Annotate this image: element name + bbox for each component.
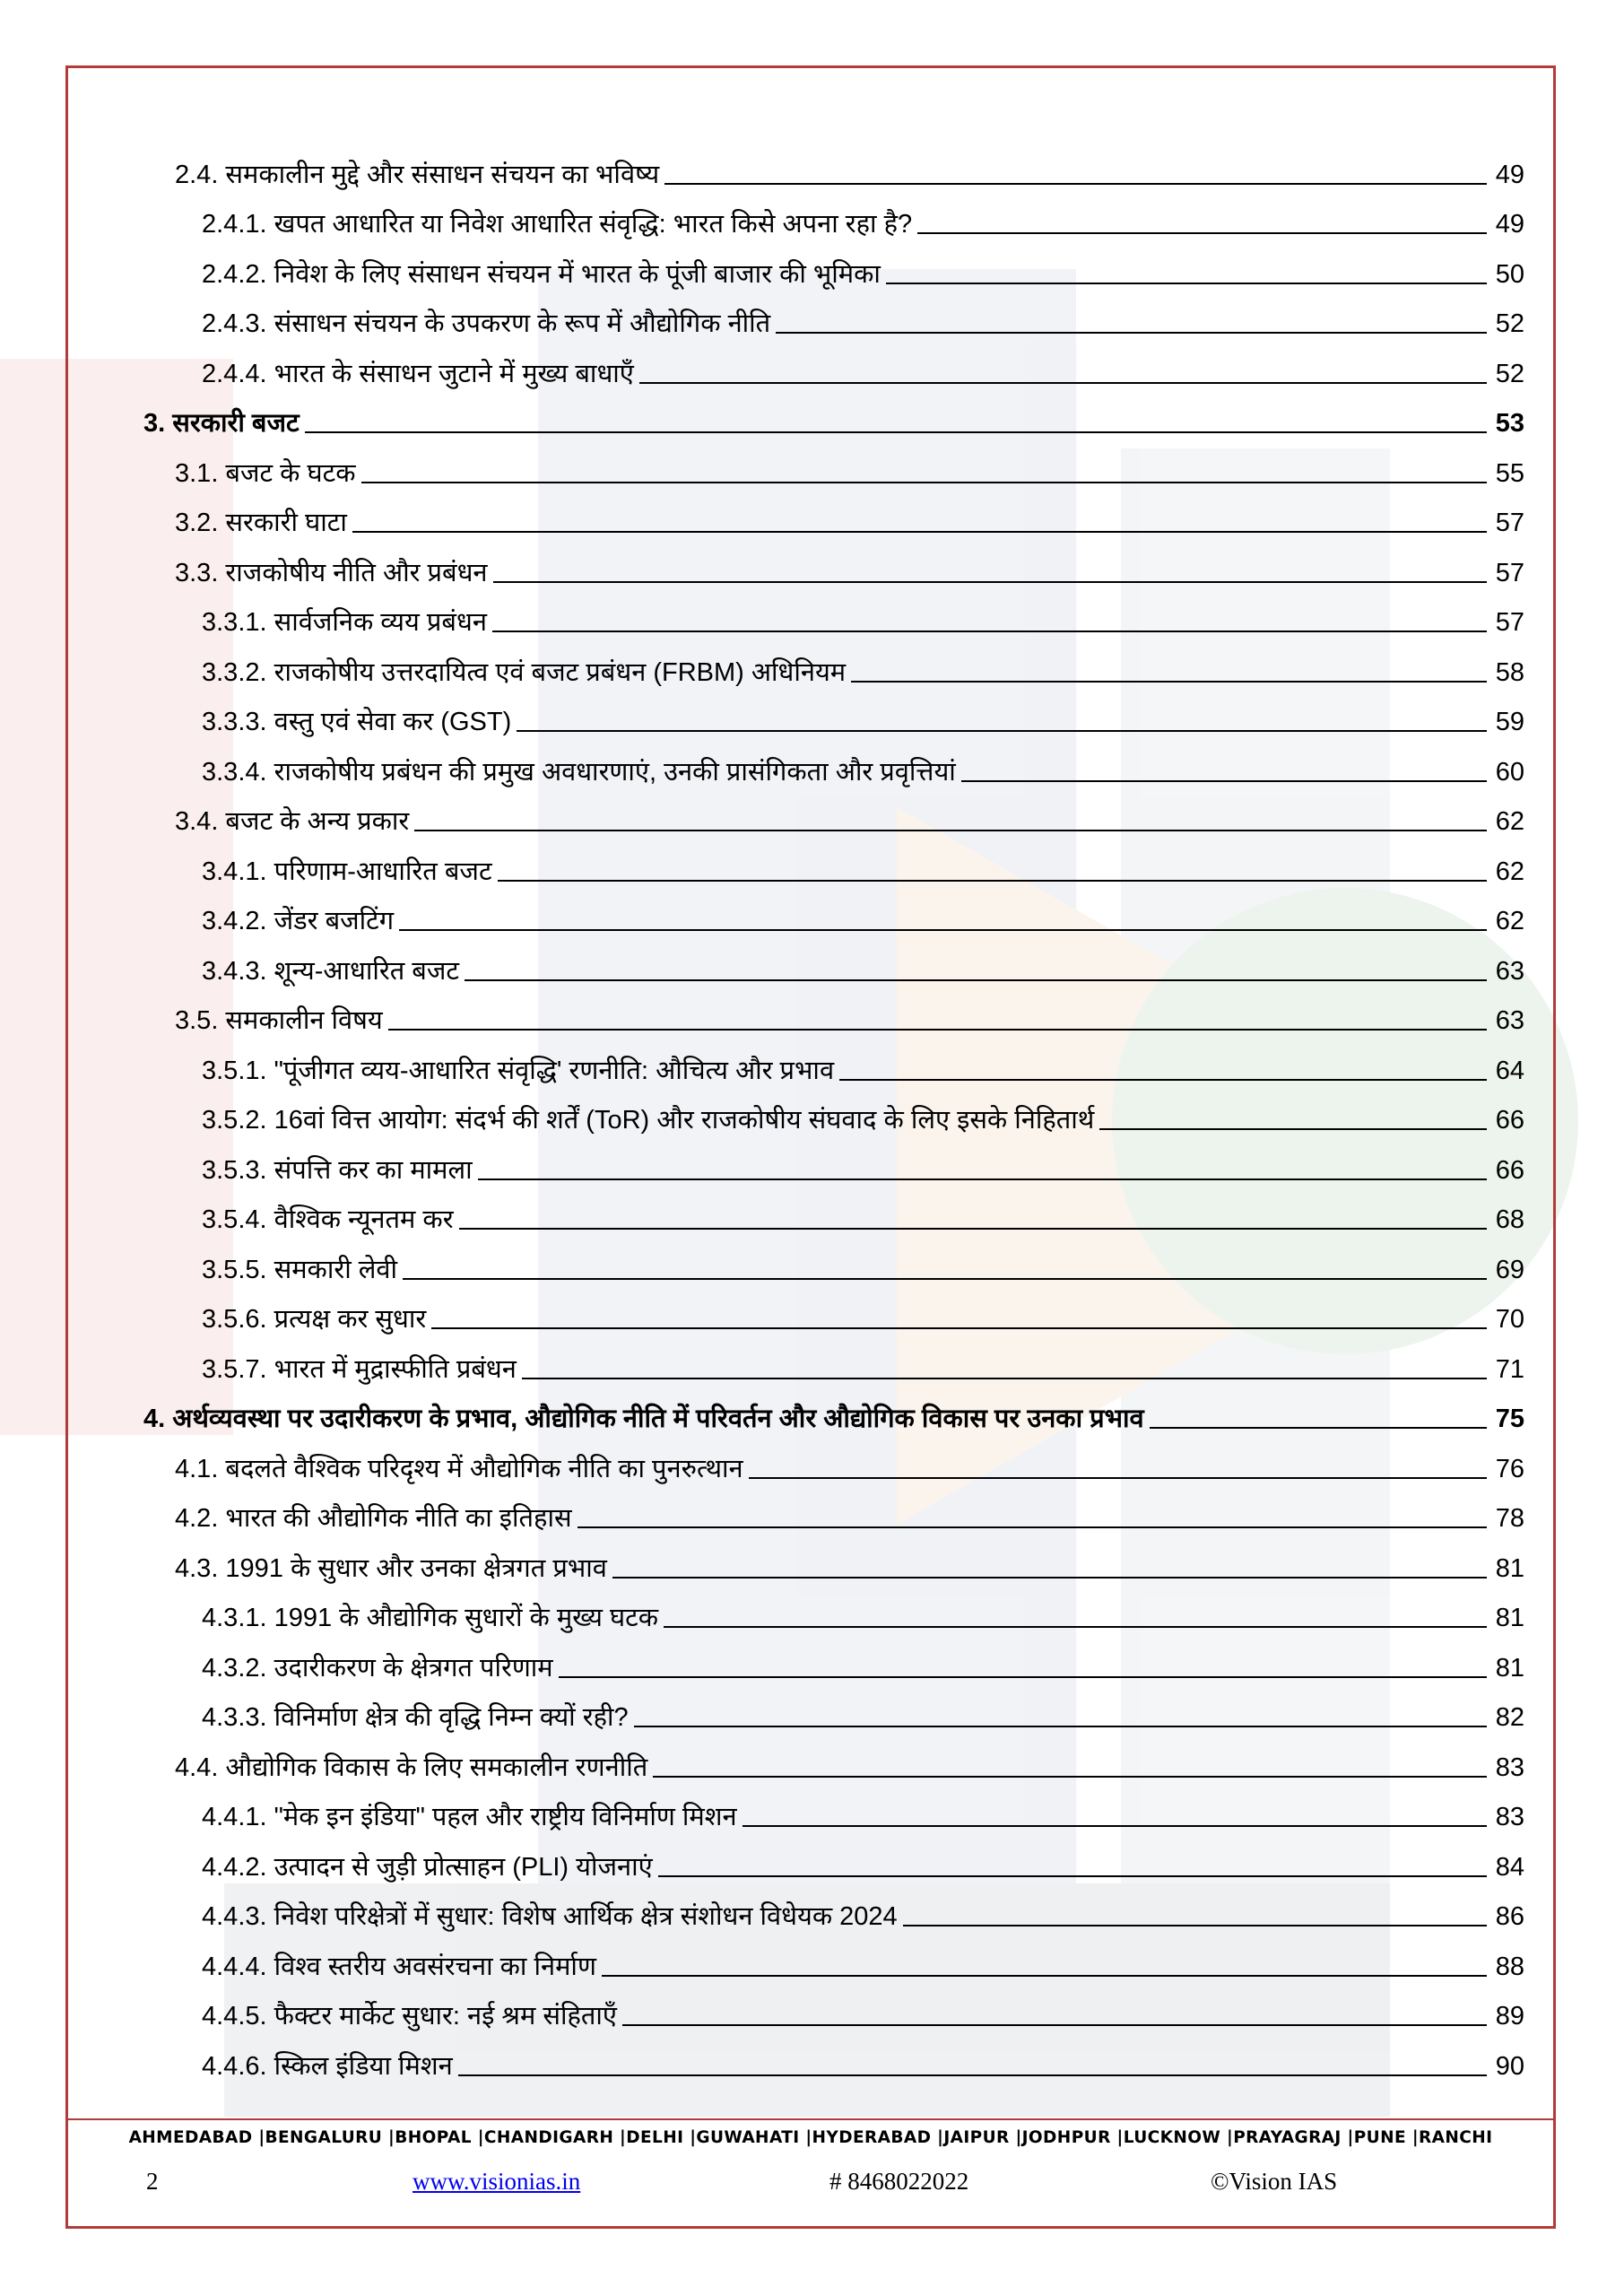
toc-leader-line [559,1676,1487,1678]
toc-entry-title: 3.3. राजकोषीय नीति और प्रबंधन [175,558,488,587]
toc-entry-page: 88 [1495,1952,1524,1981]
toc-leader-line [498,880,1487,882]
toc-entry-title: 4. अर्थव्यवस्था पर उदारीकरण के प्रभाव, औद्योगिक नीति में परिवर्तन और औद्योगिक विकास पर उनका प्रभाव [143,1405,1144,1433]
toc-entry-page: 62 [1495,907,1524,935]
toc-leader-line [612,1577,1487,1578]
toc-entry-page: 62 [1495,857,1524,886]
toc-leader-line [602,1975,1487,1977]
toc-entry-title: 4.3.2. उदारीकरण के क्षेत्रगत परिणाम [202,1653,553,1683]
toc-entry-page: 52 [1495,309,1524,338]
toc-entry-title: 4.4.6. स्किल इंडिया मिशन [202,2051,453,2081]
toc-leader-line [403,1278,1487,1280]
toc-entry[interactable] [143,2035,1524,2085]
toc-entry[interactable] [143,1289,1524,1339]
toc-leader-line [399,929,1487,931]
toc-leader-line [458,2074,1487,2076]
toc-entry-page: 83 [1495,1803,1524,1831]
toc-entry-title: 3.5.2. 16वां वित्त आयोग: संदर्भ की शर्तें (ToR) और राजकोषीय संघवाद के लिए इसके निहितार्थ [202,1106,1095,1135]
toc-entry-page: 57 [1495,509,1524,537]
toc-entry[interactable] [143,741,1524,791]
toc-leader-line [749,1477,1487,1479]
copyright-text: ©Vision IAS [1211,2168,1338,2195]
toc-entry-title: 2.4.4. भारत के संसाधन जुटाने में मुख्य बाधाएँ [202,359,634,388]
toc-entry-title: 4.4. औद्योगिक विकास के लिए समकालीन रणनीति [175,1752,648,1782]
toc-leader-line [465,979,1487,981]
toc-entry[interactable] [143,791,1524,841]
toc-entry[interactable] [143,1338,1524,1388]
toc-entry[interactable] [143,343,1524,393]
toc-entry-title: 3.4.1. परिणाम-आधारित बजट [202,857,492,886]
toc-entry[interactable] [143,1189,1524,1239]
toc-entry-title: 3.3.3. वस्तु एवं सेवा कर (GST) [202,708,512,736]
toc-entry[interactable] [143,1787,1524,1837]
toc-entry-title: 4.4.1. "मेक इन इंडिया" पहल और राष्ट्रीय विनिर्माण मिशन [202,1803,737,1831]
toc-entry[interactable] [143,1886,1524,1936]
toc-entry[interactable] [143,393,1524,443]
toc-leader-line [653,1776,1487,1778]
toc-entry-page: 59 [1495,708,1524,736]
toc-entry-page: 49 [1495,210,1524,239]
toc-entry-title: 3.5.6. प्रत्यक्ष कर सुधार [202,1305,427,1334]
toc-leader-line [839,1079,1487,1081]
toc-entry[interactable] [143,243,1524,293]
toc-leader-line [664,1626,1487,1628]
toc-entry-page: 62 [1495,807,1524,836]
toc-entry[interactable] [143,1986,1524,2036]
toc-leader-line [478,1178,1487,1180]
toc-entry[interactable] [143,891,1524,941]
toc-entry[interactable] [143,1587,1524,1638]
toc-entry-page: 57 [1495,608,1524,637]
toc-entry-page: 82 [1495,1703,1524,1732]
toc-entry-title: 2.4.2. निवेश के लिए संसाधन संचयन में भारत के पूंजी बाजार की भूमिका [202,259,881,289]
toc-entry[interactable] [143,1388,1524,1439]
toc-leader-line [431,1327,1487,1329]
toc-entry-title: 4.3.3. विनिर्माण क्षेत्र की वृद्धि निम्न क्यों रही? [202,1703,629,1732]
toc-entry[interactable] [143,1637,1524,1687]
toc-entry[interactable] [143,1488,1524,1538]
toc-entry-page: 70 [1495,1305,1524,1334]
toc-entry-title: 3.5.5. समकारी लेवी [202,1255,398,1284]
toc-entry-page: 75 [1495,1405,1524,1433]
toc-leader-line [1150,1427,1487,1429]
toc-entry-page: 90 [1495,2051,1524,2081]
toc-entry[interactable] [143,1090,1524,1140]
toc-entry-title: 3.2. सरकारी घाटा [175,509,347,537]
toc-entry-title: 4.4.4. विश्व स्तरीय अवसंरचना का निर्माण [202,1952,596,1981]
toc-leader-line [776,332,1487,334]
toc-entry-title: 3.4.2. जेंडर बजटिंग [202,907,395,935]
toc-entry-page: 57 [1495,558,1524,587]
toc-leader-line [961,780,1487,782]
toc-entry-page: 53 [1495,409,1524,438]
toc-entry-page: 69 [1495,1255,1524,1284]
toc-entry-page: 55 [1495,458,1524,488]
toc-entry-title: 3.3.4. राजकोषीय प्रबंधन की प्रमुख अवधारणाएं, उनकी प्रासंगिकता और प्रवृत्तियां [202,757,956,787]
toc-entry[interactable] [143,641,1524,691]
toc-entry[interactable] [143,1836,1524,1886]
toc-entry-title: 4.1. बदलते वैश्विक परिदृश्य में औद्योगिक नीति का पुनरुत्थान [175,1454,743,1483]
toc-entry-title: 4.4.5. फैक्टर मार्केट सुधार: नई श्रम संहिताएँ [202,2002,617,2031]
toc-leader-line [352,531,1487,533]
toc-leader-line [388,1029,1487,1031]
page-number: 2 [146,2168,159,2195]
table-of-contents [143,144,1524,2085]
toc-entry-page: 71 [1495,1354,1524,1384]
toc-entry-page: 64 [1495,1056,1524,1085]
toc-leader-line [639,382,1487,384]
toc-entry-page: 50 [1495,259,1524,289]
toc-entry-page: 81 [1495,1604,1524,1632]
toc-entry-title: 3.3.2. राजकोषीय उत्तरदायित्व एवं बजट प्रबंधन (FRBM) अधिनियम [202,657,847,687]
toc-entry[interactable] [143,1537,1524,1587]
toc-entry-page: 78 [1495,1504,1524,1533]
toc-leader-line [886,283,1487,284]
toc-leader-line [361,482,1487,483]
toc-entry-page: 68 [1495,1205,1524,1234]
toc-entry[interactable] [143,194,1524,244]
toc-leader-line [664,183,1487,185]
toc-entry-title: 3.5.7. भारत में मुद्रास्फीति प्रबंधन [202,1354,517,1384]
toc-entry[interactable] [143,940,1524,990]
toc-leader-line [1099,1128,1487,1130]
toc-entry-title: 2.4. समकालीन मुद्दे और संसाधन संचयन का भविष्य [175,160,660,189]
toc-entry[interactable] [143,293,1524,344]
toc-entry-title: 3.4.3. शून्य-आधारित बजट [202,956,460,986]
toc-entry-page: 66 [1495,1155,1524,1185]
toc-entry-title: 2.4.1. खपत आधारित या निवेश आधारित संवृद्धि: भारत किसे अपना रहा है? [202,210,913,239]
toc-entry-page: 81 [1495,1653,1524,1683]
footer-divider [68,2118,1553,2120]
toc-leader-line [522,1378,1487,1379]
toc-entry-title: 4.3.1. 1991 के औद्योगिक सुधारों के मुख्य घटक [202,1604,659,1632]
toc-entry-page: 60 [1495,757,1524,787]
toc-leader-line [578,1526,1487,1528]
toc-entry[interactable] [143,1736,1524,1787]
toc-entry-page: 63 [1495,956,1524,986]
toc-entry-page: 86 [1495,1902,1524,1931]
toc-entry[interactable] [143,442,1524,492]
toc-entry-title: 2.4.3. संसाधन संचयन के उपकरण के रूप में औद्योगिक नीति [202,309,771,338]
toc-entry[interactable] [143,592,1524,642]
toc-entry[interactable] [143,990,1524,1040]
toc-leader-line [493,581,1487,583]
toc-entry-title: 4.3. 1991 के सुधार और उनका क्षेत्रगत प्रभाव [175,1553,607,1583]
toc-leader-line [917,232,1487,234]
phone-number: # 8468022022 [829,2168,969,2195]
toc-entry[interactable] [143,840,1524,891]
toc-entry-page: 63 [1495,1006,1524,1035]
toc-entry-title: 3.1. बजट के घटक [175,458,356,488]
toc-entry-page: 66 [1495,1106,1524,1135]
toc-entry-title: 4.2. भारत की औद्योगिक नीति का इतिहास [175,1504,572,1533]
toc-entry-title: 3. सरकारी बजट [143,409,300,438]
footer-cities: AHMEDABAD |BENGALURU |BHOPAL |CHANDIGARH |DELHI |GUWAHATI |HYDERABAD |JAIPUR |JODHPUR |LUCKNOW |PRAYAGRAJ |PUNE |RANCHI [128,2128,1493,2147]
toc-entry-page: 76 [1495,1454,1524,1483]
toc-entry[interactable] [143,1039,1524,1090]
toc-entry-page: 49 [1495,160,1524,189]
toc-leader-line [459,1228,1487,1230]
toc-entry-page: 89 [1495,2002,1524,2031]
toc-leader-line [851,681,1487,683]
toc-entry[interactable] [143,1239,1524,1289]
toc-entry-title: 4.4.2. उत्पादन से जुड़ी प्रोत्साहन (PLI) योजनाएं [202,1852,653,1882]
toc-entry-title: 4.4.3. निवेश परिक्षेत्रों में सुधार: विशेष आर्थिक क्षेत्र संशोधन विधेयक 2024 [202,1902,898,1931]
toc-leader-line [492,631,1487,632]
toc-entry-page: 81 [1495,1553,1524,1583]
toc-entry[interactable] [143,1935,1524,1986]
toc-entry-title: 3.5. समकालीन विषय [175,1006,383,1035]
toc-leader-line [622,2024,1487,2026]
toc-entry-title: 3.5.1. "पूंजीगत व्यय-आधारित संवृद्धि' रणनीति: औचित्य और प्रभाव [202,1056,835,1085]
toc-entry[interactable] [143,542,1524,592]
toc-entry[interactable] [143,691,1524,742]
toc-entry[interactable] [143,144,1524,194]
toc-entry-title: 3.5.3. संपत्ति कर का मामला [202,1155,473,1185]
toc-entry[interactable] [143,1687,1524,1737]
toc-entry-page: 58 [1495,657,1524,687]
toc-entry-page: 84 [1495,1852,1524,1882]
toc-leader-line [634,1726,1487,1727]
toc-entry-title: 3.4. बजट के अन्य प्रकार [175,807,410,836]
toc-leader-line [903,1925,1487,1926]
toc-leader-line [743,1825,1487,1827]
toc-entry-title: 3.3.1. सार्वजनिक व्यय प्रबंधन [202,608,487,637]
toc-leader-line [658,1875,1487,1877]
toc-entry[interactable] [143,1139,1524,1189]
toc-entry[interactable] [143,1438,1524,1488]
toc-leader-line [517,730,1487,732]
toc-entry-page: 83 [1495,1752,1524,1782]
toc-entry-page: 52 [1495,359,1524,388]
toc-leader-line [414,830,1487,831]
toc-leader-line [305,431,1487,433]
toc-entry[interactable] [143,492,1524,543]
toc-entry-title: 3.5.4. वैश्विक न्यूनतम कर [202,1205,454,1234]
website-link[interactable]: www.visionias.in [413,2168,581,2195]
